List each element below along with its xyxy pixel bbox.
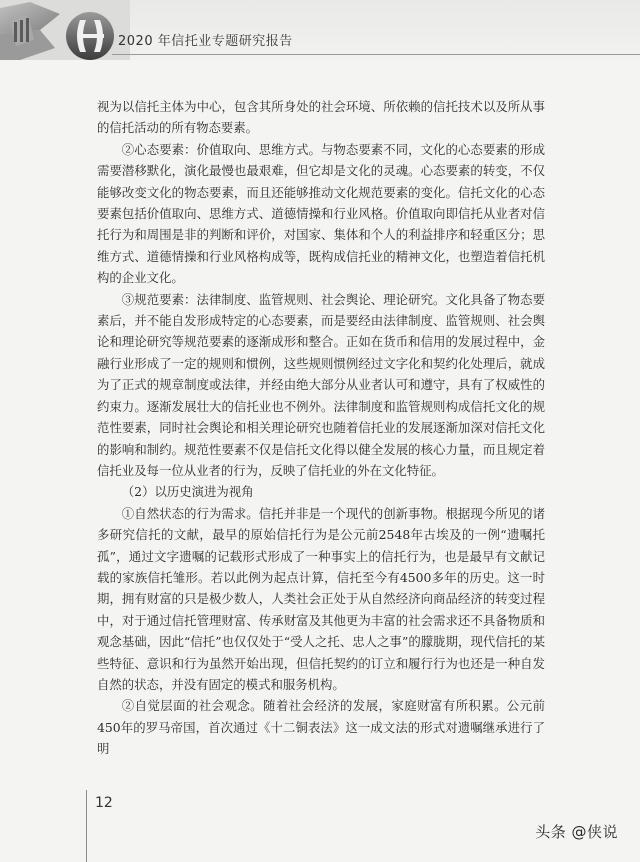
paragraph: 视为以信托主体为中心，包含其所身处的社会环境、所依赖的信托技术以及所从事的信托活动的所有物态要素。	[97, 99, 545, 136]
paragraph: ②心态要素：价值取向、思维方式。与物态要素不同，文化的心态要素的形成需要潜移默化，演化最慢也最艰难，但它却是文化的灵魂。心态要素的转变，不仅能够改变文化的物态要素，而且还能够推动文化规范要素的变化。信托文化的心态要素包括价值取向、思维方式、道德情操和行业风格。价值取向即信托从业者对信托行为和周围是非的判断和评价，对国家、集体和个人的利益排序和轻重区分；思维方式、道德情操和行业风格构成等，既构成信托业的精神文化，也塑造着信托机构的企业文化。	[97, 141, 545, 286]
paragraph: ②自觉层面的社会观念。随着社会经济的发展，家庭财富有所积累。公元前450年的罗马帝国，首次通过《十二铜表法》这一成文法的形式对遗嘱继承进行了明	[97, 698, 545, 757]
watermark: 头条 @侠说	[535, 823, 618, 841]
footer-divider	[86, 790, 87, 862]
header-divider	[112, 54, 640, 55]
paragraph: ③规范要素：法律制度、监管规则、社会舆论、理论研究。文化具备了物态要素后，并不能自发形成特定的心态要素，而是要经由法律制度、监管规则、社会舆论和理论研究等规范要素的逐渐成形和整合。正如在货币和信用的发展过程中，金融行业形成了一定的规则和惯例，这些规则惯例经过文字化和契约化处理后，就成为了正式的规章制度或法律，并经由绝大部分从业者认可和遵守，具有了权威性的约束力。逐渐发展壮大的信托业也不例外。法律制度和监管规则构成信托文化的规范性要素，同时社会舆论和相关理论研究也随着信托业的发展逐渐加深对信托文化的影响和制约。规范性要素不仅是信托文化得以健全发展的核心力量，而且规定着信托业及每一位从业者的行为，反映了信托业的外在文化特征。	[97, 291, 545, 478]
header-logo-art	[0, 0, 130, 60]
body-text	[97, 96, 545, 760]
report-title: 2020 年信托业专题研究报告	[118, 34, 293, 49]
page-header	[0, 0, 640, 60]
page-number: 12	[95, 795, 113, 811]
section-subheading: （2）以历史演进为视角	[121, 484, 254, 500]
paragraph: ①自然状态的行为需求。信托并非是一个现代的创新事物。根据现今所见的诸多研究信托的文献，最早的原始信托行为是公元前2548年古埃及的一例“遗嘱托孤”，通过文字遗嘱的记载形式形成了一种事实上的信托行为，也是最早有文献记载的家族信托雏形。若以此例为起点计算，信托至今有4500多年的历史。这一时期，拥有财富的只是极少数人，人类社会正处于从自然经济向商品经济的转变过程中，对于通过信托管理财富、传承财富及其他更为丰富的社会需求还不具备物质和观念基础，因此“信托”也仅仅处于“受人之托、忠人之事”的朦胧期，现代信托的某些特征、意识和行为虽然开始出现，但信托契约的订立和履行行为也还是一种自发自然的状态，并没有固定的模式和服务机构。	[97, 505, 545, 692]
